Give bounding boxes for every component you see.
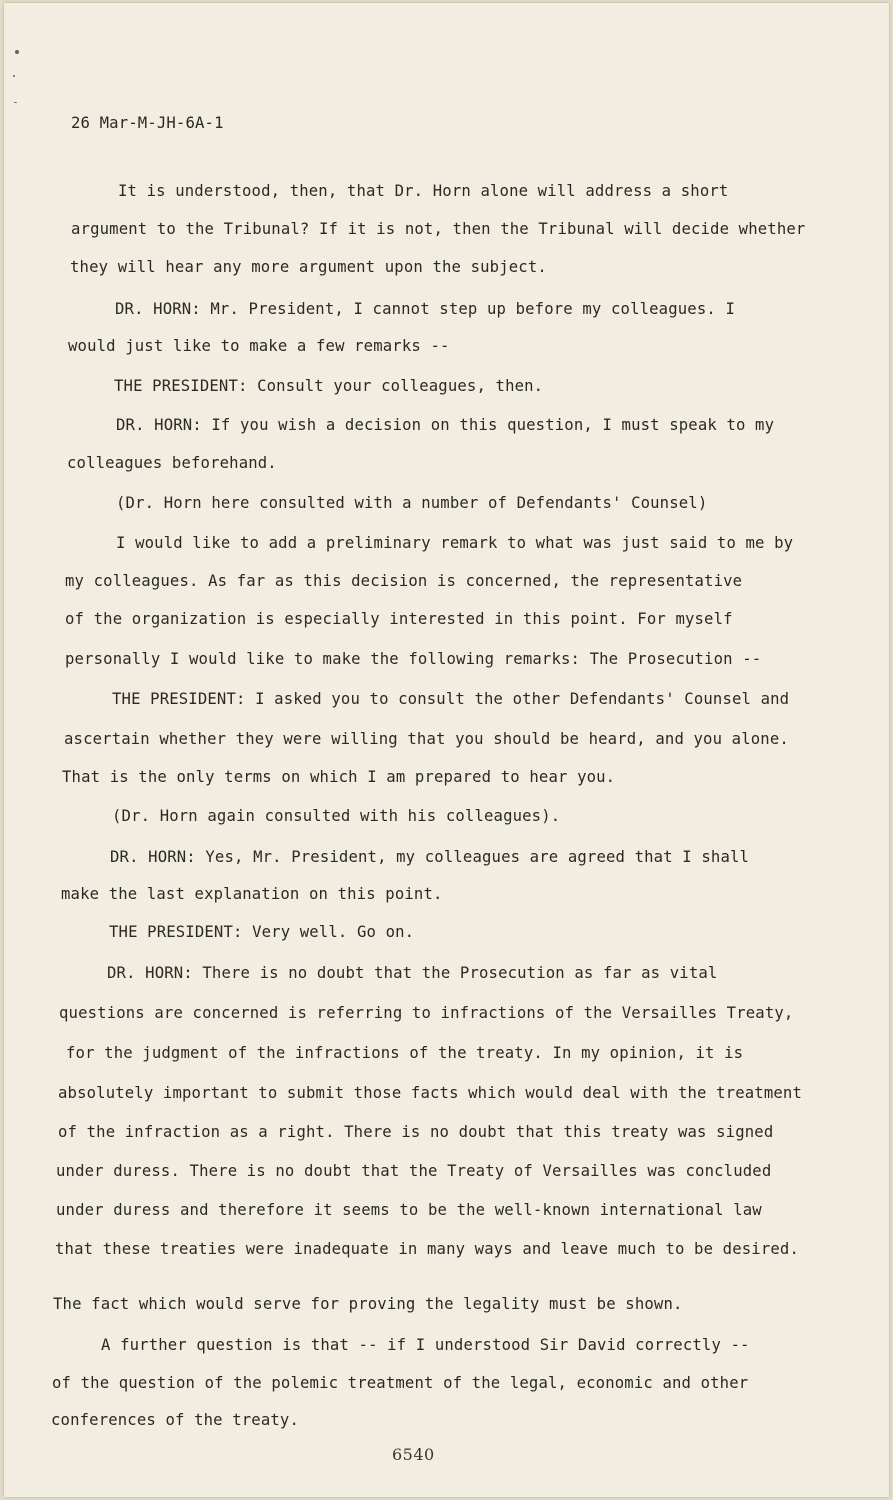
transcript-line: make the last explanation on this point.: [61, 885, 443, 903]
transcript-line: that these treaties were inadequate in many ways and leave much to be desired.: [55, 1240, 799, 1258]
paper-speck: [15, 50, 19, 54]
transcript-line: I would like to add a preliminary remark to what was just said to me by: [116, 534, 794, 552]
transcript-line: It is understood, then, that Dr. Horn alone will address a short: [118, 182, 729, 200]
document-page: [4, 3, 889, 1497]
transcript-line: for the judgment of the infractions of the treaty. In my opinion, it is: [66, 1044, 744, 1062]
transcript-line: THE PRESIDENT: Consult your colleagues, then.: [114, 377, 544, 395]
transcript-line: DR. HORN: If you wish a decision on this question, I must speak to my: [116, 416, 775, 434]
transcript-line: of the question of the polemic treatment of the legal, economic and other: [52, 1374, 749, 1392]
transcript-line: THE PRESIDENT: I asked you to consult the other Defendants' Counsel and: [112, 690, 790, 708]
transcript-line: ascertain whether they were willing that you should be heard, and you alone.: [64, 730, 789, 748]
transcript-line: DR. HORN: There is no doubt that the Prosecution as far as vital: [107, 964, 718, 982]
transcript-line: (Dr. Horn again consulted with his colleagues).: [112, 807, 561, 825]
transcript-line: DR. HORN: Mr. President, I cannot step up before my colleagues. I: [115, 300, 735, 318]
transcript-line: questions are concerned is referring to infractions of the Versailles Treaty,: [59, 1004, 794, 1022]
paper-speck: [14, 102, 17, 103]
transcript-line: A further question is that -- if I understood Sir David correctly --: [101, 1336, 750, 1354]
transcript-line: of the organization is especially interested in this point. For myself: [65, 610, 733, 628]
transcript-line: my colleagues. As far as this decision is concerned, the representative: [65, 572, 743, 590]
document-reference: 26 Mar-M-JH-6A-1: [71, 114, 224, 132]
transcript-line: (Dr. Horn here consulted with a number of Defendants' Counsel): [116, 494, 708, 512]
transcript-line: DR. HORN: Yes, Mr. President, my colleagues are agreed that I shall: [110, 848, 750, 866]
transcript-line: would just like to make a few remarks --: [68, 337, 450, 355]
transcript-line: personally I would like to make the following remarks: The Prosecution --: [65, 650, 762, 668]
transcript-line: colleagues beforehand.: [67, 454, 277, 472]
transcript-line: they will hear any more argument upon the subject.: [70, 258, 547, 276]
transcript-line: of the infraction as a right. There is no doubt that this treaty was signed: [58, 1123, 774, 1141]
transcript-line: The fact which would serve for proving the legality must be shown.: [53, 1295, 683, 1313]
transcript-line: absolutely important to submit those facts which would deal with the treatment: [58, 1084, 802, 1102]
page-number: 6540: [392, 1445, 435, 1464]
transcript-line: under duress. There is no doubt that the Treaty of Versailles was concluded: [56, 1162, 772, 1180]
transcript-line: THE PRESIDENT: Very well. Go on.: [109, 923, 415, 941]
transcript-line: under duress and therefore it seems to be the well-known international law: [56, 1201, 762, 1219]
transcript-line: argument to the Tribunal? If it is not, then the Tribunal will decide whether: [71, 220, 806, 238]
paper-speck: [13, 75, 15, 77]
transcript-line: That is the only terms on which I am prepared to hear you.: [62, 768, 616, 786]
transcript-line: conferences of the treaty.: [51, 1411, 299, 1429]
